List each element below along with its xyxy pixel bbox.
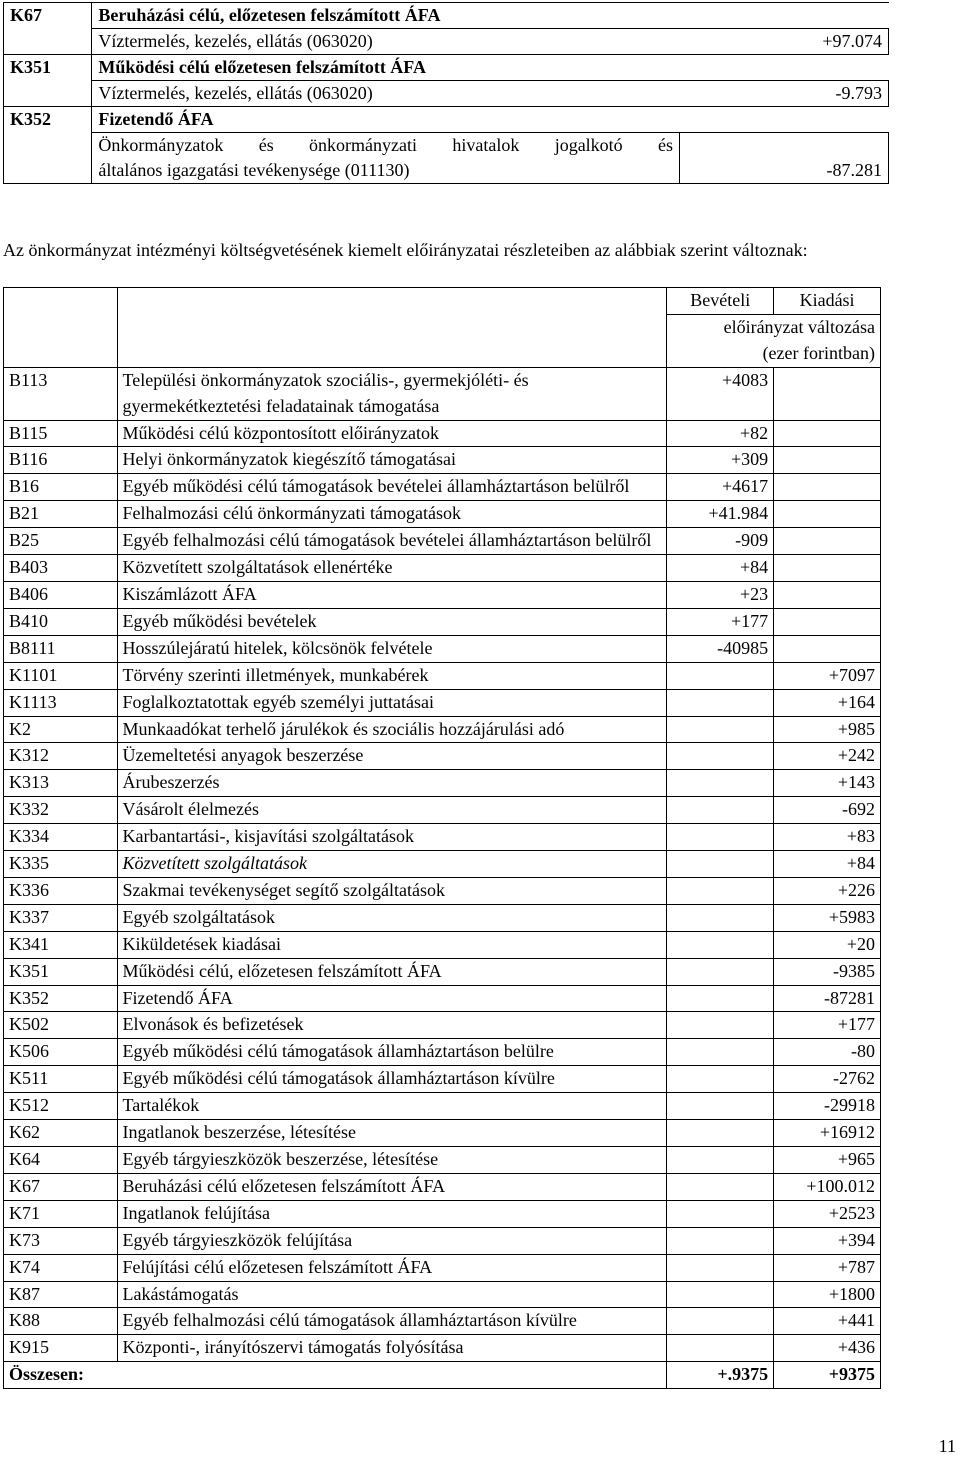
intro-paragraph: Az önkormányzat intézményi költségvetésének kiemelt előirányzatai részleteiben az alábbiak szerint változnak: (3, 240, 808, 260)
row-label: Egyéb tárgyieszközök felújítása (117, 1227, 667, 1254)
row-expense: -2762 (774, 1066, 881, 1093)
table-row (4, 1173, 881, 1200)
row-code: B116 (4, 447, 118, 474)
row-income (667, 1147, 774, 1174)
row-label: Felhalmozási célú önkormányzati támogatások (117, 501, 667, 528)
row-code: K335 (4, 851, 118, 878)
table-row (4, 1066, 881, 1093)
row-income (667, 1281, 774, 1308)
row-income (667, 689, 774, 716)
row-expense: +787 (774, 1254, 881, 1281)
row-label: Ingatlanok beszerzése, létesítése (117, 1120, 667, 1147)
table-row (4, 1147, 881, 1174)
header-subtitle: előirányzat változása (667, 314, 881, 340)
row-label: Egyéb működési bevételek (117, 608, 667, 635)
row-expense: +985 (774, 716, 881, 743)
row-label: Felújítási célú előzetesen felszámított ÁFA (117, 1254, 667, 1281)
row-expense (774, 555, 881, 582)
row-label: Árubeszerzés (117, 770, 667, 797)
row-income (667, 1066, 774, 1093)
row-income (667, 1039, 774, 1066)
table-header (4, 288, 881, 315)
table-row (4, 420, 881, 447)
total-income: +.9375 (667, 1362, 774, 1389)
row-expense: +20 (774, 931, 881, 958)
row-label: Helyi önkormányzatok kiegészítő támogatásai (117, 447, 667, 474)
row-subtitle: Víztermelés, kezelés, ellátás (063020) (92, 81, 680, 107)
row-code: K74 (4, 1254, 118, 1281)
table-row (4, 555, 881, 582)
row-value: +97.074 (680, 29, 889, 55)
row-code: K502 (4, 1012, 118, 1039)
row-income: +309 (667, 447, 774, 474)
row-expense: +5983 (774, 904, 881, 931)
row-expense (774, 474, 881, 501)
row-expense: +100.012 (774, 1173, 881, 1200)
header-unit: (ezer forintban) (667, 341, 881, 367)
row-label: Közvetített szolgáltatások ellenértéke (117, 555, 667, 582)
row-income (667, 1200, 774, 1227)
row-label: Foglalkoztatottak egyéb személyi juttatásai (117, 689, 667, 716)
table-row (4, 1227, 881, 1254)
row-label: Tartalékok (117, 1093, 667, 1120)
row-expense (774, 635, 881, 662)
row-label: Karbantartási-, kisjavítási szolgáltatások (117, 824, 667, 851)
row-expense: +16912 (774, 1120, 881, 1147)
row-expense: +436 (774, 1335, 881, 1362)
row-code: K73 (4, 1227, 118, 1254)
table-row (4, 1308, 881, 1335)
row-expense: +242 (774, 743, 881, 770)
header-expense: Kiadási (774, 288, 881, 315)
total-row (4, 1362, 881, 1389)
row-code: K1113 (4, 689, 118, 716)
row-label: Központi-, irányítószervi támogatás folyósítása (117, 1335, 667, 1362)
table-row (4, 581, 881, 608)
table-row (4, 877, 881, 904)
row-expense (774, 528, 881, 555)
row-code: B21 (4, 501, 118, 528)
row-code: K506 (4, 1039, 118, 1066)
row-code: K351 (4, 55, 92, 81)
row-expense: -9385 (774, 958, 881, 985)
row-label: Egyéb felhalmozási célú támogatások államháztartáson kívülre (117, 1308, 667, 1335)
row-expense: +164 (774, 689, 881, 716)
row-code: K511 (4, 1066, 118, 1093)
row-expense: +2523 (774, 1200, 881, 1227)
table-row (4, 1120, 881, 1147)
row-label: Üzemeltetési anyagok beszerzése (117, 743, 667, 770)
row-expense (774, 367, 881, 420)
row-expense: +226 (774, 877, 881, 904)
table-row (4, 824, 881, 851)
total-label: Összesen: (4, 1362, 667, 1389)
row-expense: +965 (774, 1147, 881, 1174)
row-label: Egyéb felhalmozási célú támogatások bevételei államháztartáson belülről (117, 528, 667, 555)
total-expense: +9375 (774, 1362, 881, 1389)
row-income (667, 1254, 774, 1281)
row-expense: -29918 (774, 1093, 881, 1120)
row-code: K337 (4, 904, 118, 931)
row-label: Vásárolt élelmezés (117, 797, 667, 824)
row-label: Egyéb tárgyieszközök beszerzése, létesítése (117, 1147, 667, 1174)
row-code: K334 (4, 824, 118, 851)
row-code: K352 (4, 985, 118, 1012)
row-income: -40985 (667, 635, 774, 662)
row-label: Ingatlanok felújítása (117, 1200, 667, 1227)
page-number: 11 (938, 1436, 956, 1456)
row-code: B410 (4, 608, 118, 635)
row-label: Törvény szerinti illetmények, munkabérek (117, 662, 667, 689)
row-expense: +394 (774, 1227, 881, 1254)
row-label: Kiszámlázott ÁFA (117, 581, 667, 608)
table-row (4, 528, 881, 555)
table-row (4, 635, 881, 662)
row-expense (774, 581, 881, 608)
row-expense: +84 (774, 851, 881, 878)
row-code: K87 (4, 1281, 118, 1308)
row-expense: -87281 (774, 985, 881, 1012)
row-label: Fizetendő ÁFA (117, 985, 667, 1012)
row-income (667, 931, 774, 958)
table-row (4, 958, 881, 985)
row-expense: +83 (774, 824, 881, 851)
row-expense (774, 420, 881, 447)
table-row (4, 689, 881, 716)
row-label: Beruházási célú előzetesen felszámított ÁFA (117, 1173, 667, 1200)
row-income: -909 (667, 528, 774, 555)
row-label: Működési célú központosított előirányzatok (117, 420, 667, 447)
row-value: -87.281 (680, 133, 889, 184)
row-code: K67 (4, 1173, 118, 1200)
row-value: -9.793 (680, 81, 889, 107)
row-income (667, 770, 774, 797)
table-row (4, 851, 881, 878)
row-code: B113 (4, 367, 118, 420)
row-label: Kiküldetések kiadásai (117, 931, 667, 958)
row-expense: +143 (774, 770, 881, 797)
row-subtitle-line1: Önkormányzatok és önkormányzati hivatalok jogalkotó és (98, 135, 674, 155)
row-expense: -80 (774, 1039, 881, 1066)
row-label: Egyéb működési célú támogatások államháztartáson kívülre (117, 1066, 667, 1093)
table-row (4, 608, 881, 635)
row-income (667, 743, 774, 770)
row-code: B25 (4, 528, 118, 555)
vat-row-detail (4, 29, 889, 55)
table-body (4, 367, 881, 1362)
row-income (667, 877, 774, 904)
row-label: Elvonások és befizetések (117, 1012, 667, 1039)
table-row (4, 367, 881, 420)
row-code: K1101 (4, 662, 118, 689)
vat-row-title (4, 55, 889, 81)
row-code: K71 (4, 1200, 118, 1227)
row-code: K512 (4, 1093, 118, 1120)
row-income: +4617 (667, 474, 774, 501)
row-income (667, 662, 774, 689)
table-row (4, 743, 881, 770)
row-code: K2 (4, 716, 118, 743)
table-row (4, 904, 881, 931)
row-income (667, 824, 774, 851)
row-code: K67 (4, 3, 92, 29)
row-code: K352 (4, 107, 92, 133)
vat-row-title (4, 3, 889, 29)
row-title: Beruházási célú, előzetesen felszámított ÁFA (92, 3, 889, 29)
row-code: K64 (4, 1147, 118, 1174)
row-income: +177 (667, 608, 774, 635)
row-label: Hosszúlejáratú hitelek, kölcsönök felvétele (117, 635, 667, 662)
table-row (4, 797, 881, 824)
row-income (667, 958, 774, 985)
appropriations-table (3, 287, 881, 1389)
row-code: K62 (4, 1120, 118, 1147)
row-income (667, 904, 774, 931)
row-subtitle-line2: általános igazgatási tevékenysége (011130) (98, 160, 410, 180)
row-code: B16 (4, 474, 118, 501)
table-row (4, 1281, 881, 1308)
row-code: B8111 (4, 635, 118, 662)
table-row (4, 1200, 881, 1227)
table-row (4, 474, 881, 501)
row-code: B115 (4, 420, 118, 447)
row-income: +82 (667, 420, 774, 447)
table-row (4, 985, 881, 1012)
row-income: +4083 (667, 367, 774, 420)
row-code: K915 (4, 1335, 118, 1362)
table-row (4, 501, 881, 528)
vat-row-title (4, 107, 889, 133)
header-income: Bevételi (667, 288, 774, 315)
row-code: K332 (4, 797, 118, 824)
row-label: Működési célú, előzetesen felszámított ÁFA (117, 958, 667, 985)
table-row (4, 1254, 881, 1281)
row-income (667, 1012, 774, 1039)
table-row (4, 1039, 881, 1066)
table-row (4, 1335, 881, 1362)
table-row (4, 1012, 881, 1039)
row-expense: +441 (774, 1308, 881, 1335)
row-income (667, 797, 774, 824)
vat-summary-table (3, 2, 889, 184)
row-expense (774, 608, 881, 635)
vat-row-detail (4, 133, 889, 184)
row-label: Közvetített szolgáltatások (117, 851, 667, 878)
row-code: K336 (4, 877, 118, 904)
row-label: Szakmai tevékenységet segítő szolgáltatások (117, 877, 667, 904)
row-label: Egyéb szolgáltatások (117, 904, 667, 931)
row-label: Munkaadókat terhelő járulékok és szociális hozzájárulási adó (117, 716, 667, 743)
row-income: +41.984 (667, 501, 774, 528)
row-subtitle: Víztermelés, kezelés, ellátás (063020) (92, 29, 680, 55)
row-income (667, 1120, 774, 1147)
row-label: Egyéb működési célú támogatások államháztartáson belülre (117, 1039, 667, 1066)
row-label: Települési önkormányzatok szociális-, gyermekjóléti- és gyermekétkeztetési feladatainak támogatása (117, 367, 667, 420)
row-income (667, 985, 774, 1012)
row-code: B403 (4, 555, 118, 582)
row-expense (774, 447, 881, 474)
row-expense: -692 (774, 797, 881, 824)
row-title: Működési célú előzetesen felszámított ÁFA (92, 55, 889, 81)
row-code: K341 (4, 931, 118, 958)
table-row (4, 447, 881, 474)
row-code: K88 (4, 1308, 118, 1335)
table-row (4, 1093, 881, 1120)
row-code: K313 (4, 770, 118, 797)
row-income (667, 851, 774, 878)
row-income: +23 (667, 581, 774, 608)
table-row (4, 770, 881, 797)
row-income (667, 1093, 774, 1120)
row-code: B406 (4, 581, 118, 608)
row-income: +84 (667, 555, 774, 582)
row-income (667, 1308, 774, 1335)
row-label: Lakástámogatás (117, 1281, 667, 1308)
table-row (4, 716, 881, 743)
row-code: K312 (4, 743, 118, 770)
row-income (667, 1173, 774, 1200)
row-expense: +1800 (774, 1281, 881, 1308)
table-row (4, 662, 881, 689)
row-label: Egyéb működési célú támogatások bevételei államháztartáson belülről (117, 474, 667, 501)
row-code: K351 (4, 958, 118, 985)
row-title: Fizetendő ÁFA (92, 107, 889, 133)
table-row (4, 931, 881, 958)
row-income (667, 1227, 774, 1254)
vat-row-detail (4, 81, 889, 107)
row-income (667, 1335, 774, 1362)
row-income (667, 716, 774, 743)
row-expense: +177 (774, 1012, 881, 1039)
row-expense (774, 501, 881, 528)
row-expense: +7097 (774, 662, 881, 689)
